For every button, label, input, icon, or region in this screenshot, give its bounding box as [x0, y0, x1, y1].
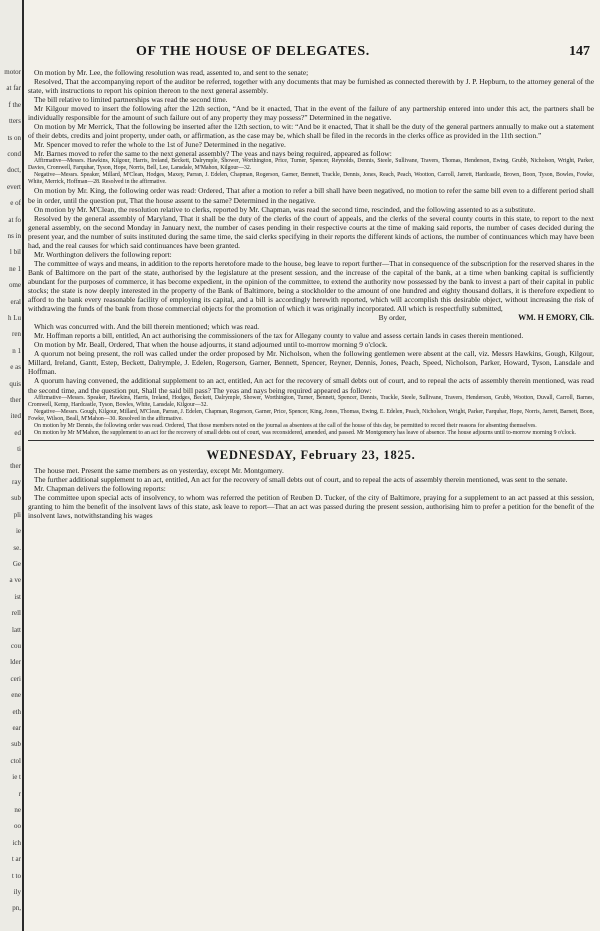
margin-fragment: doct, — [7, 166, 21, 175]
page-title: OF THE HOUSE OF DELEGATES. — [136, 44, 370, 59]
margin-fragment: pn, — [12, 904, 21, 913]
proceedings-paragraph: The bill relative to limited partnerships was read the second time. — [34, 95, 228, 105]
margin-fragment: l bil — [9, 248, 21, 257]
margin-fragment: ie t — [12, 773, 21, 782]
proceedings-paragraph: Mr. Chapman delivers the following reports: — [34, 483, 166, 493]
margin-fragment: oo — [14, 822, 21, 831]
proceedings-paragraph: Mr. Worthington delivers the following report: — [34, 249, 172, 259]
proceedings-paragraph: The further additional supplement to an act, entitled, An act for the recovery of small debts out of court, and to repeal the acts of assembly therein mentioned, was sent to the senate. — [34, 474, 568, 484]
margin-fragment: at fo — [8, 215, 21, 224]
margin-fragment: se. — [13, 543, 21, 552]
margin-fragment: pli — [13, 510, 21, 519]
page-number: 147 — [569, 44, 590, 59]
margin-fragment: eral — [10, 297, 21, 306]
margin-fragment: motor — [4, 68, 21, 76]
margin-fragment: at far — [6, 84, 21, 93]
proceedings-paragraph: On motion by Mr Merrick, That the following be inserted after the 12th section, to wit: “And be it enacted, That it shall be the duty of the general partners annually to make out a statement of their debts, credits and joint property, under oath, or affirmation, as the case may be, which shall be filed in the records in the clerks office as provided in the 11th section.” — [28, 122, 594, 141]
margin-fragment: lder — [10, 658, 21, 667]
proceedings-section-feb-23 — [28, 466, 594, 520]
proceedings-paragraph: On motion by Mr. Beall, Ordered, That when the house adjourns, it stand adjourned until to-morrow morning 9 o'clock. — [34, 340, 388, 350]
margin-fragment: ear — [12, 724, 21, 732]
margin-fragment: tters — [8, 117, 21, 126]
proceedings-paragraph: On motion by Mr. King, the following order was read: Ordered, That after a motion to refer a bill shall have been negatived, no motion to refer the same bill even to a different period shall be in order, until the question put, That the house assent to the same? Determined in the negative. — [28, 186, 594, 205]
margin-fragment: sub — [11, 740, 21, 749]
proceedings-paragraph: On motion by Mr. Lee, the following resolution was read, assented to, and sent to the senate; — [34, 68, 309, 77]
vote-record-paragraph: Affirmative—Messrs. Hawkins, Kilgour, Harris, Ireland, Beckett, Dalrymple, Shower, Worthington, Price, Turner, Spencer, Reynolds, Dennis, Steele, Sullivane, Travers, Thomas, Henderson, Ewing, Grubb, Nicholson, Wright, Parker, Davies, Cromwell, Farquhar, Tyson, Hope, Norris, Bell, Lee, Lansdale, M'Mahon, Kilgour—32. — [28, 158, 594, 172]
proceedings-paragraph: The committee of ways and means, in addition to the reports heretofore made to the house, beg leave to report further—That in consequence of the subscription for the reserved shares in the Bank of Baltimore on the part of the state, authorised by the legislature at the present session, and the increase of the capital of the bank, at a time when banking capital is sufficiently abundant for the purposes of commerce, it has become expedient, in the opinion of the committee, to extend the authority now possessed by the bank to invest a part of their capital in public stocks; the state is now deeply interested in the property of the Bank of Baltimore, being a stockholder to the amount of one hundred and eighty thousand dollars, it is therefore expedient to afford to the bank every reasonable facility of employing its capital, and a bill is accordingly herewith reported, which will accomplish this desirable object, without increasing the risk of withdrawing the funds of the bank from those commercial objects for the promotion of which it was originally incorporated. All which is respectfully submitted, — [28, 258, 594, 314]
proceedings-paragraph: The house met. Present the same members as on yesterday, except Mr. Montgomery. — [34, 465, 284, 475]
proceedings-paragraph: Which was concurred with. And the bill therein mentioned; which was read. — [34, 322, 260, 332]
margin-fragment: e of — [10, 199, 21, 208]
proceedings-paragraph: Mr. Hoffman reports a bill, entitled, An act authorising the commissioners of the tax for Allegany county to value and assess certain lands in cases therein mentioned. — [34, 331, 524, 341]
margin-fragment: ited — [10, 412, 21, 421]
margin-fragment: cond — [7, 150, 21, 158]
margin-fragment: ie — [15, 527, 21, 536]
proceedings-paragraph: Resolved, That the accompanying report of the auditor be referred, together with any documents that may be furnished as connected therewith by J. P. Hepburn, to the attorney general of the state, with instructions to report his opinion thereon to the next general assembly. — [28, 77, 594, 96]
proceedings-section-feb-22-continued — [28, 322, 594, 436]
page-header — [28, 44, 596, 64]
signature-block — [28, 313, 594, 322]
margin-fragment: evert — [7, 182, 21, 191]
margin-fragment: ily — [13, 888, 21, 896]
margin-fragment: ti — [17, 445, 21, 454]
proceedings-paragraph: Mr Kilgour moved to insert the following after the 12th section, “And be it enacted, That in the event of the failure of any partnership entered into under this act, the partners shall be individually responsible for the amount of such failure out of any property they may possess?” Determined in the negative. — [28, 104, 594, 123]
date-heading: WEDNESDAY, February 23, 1825. — [206, 447, 416, 462]
margin-fragment: quis — [9, 379, 21, 388]
margin-fragment: ene — [11, 691, 21, 700]
margin-fragment: eth — [12, 707, 21, 716]
margin-fragment: ns in — [7, 232, 21, 240]
margin-fragment: r — [18, 789, 21, 798]
margin-fragment: ich — [12, 838, 21, 847]
margin-fragment: latt — [12, 625, 21, 634]
binding-edge — [22, 0, 24, 931]
section-divider — [28, 440, 594, 441]
margin-fragment: Ge — [12, 560, 21, 568]
proceedings-section-feb-22 — [28, 68, 594, 313]
vote-record-paragraph: On motion by Mr M'Mahon, the supplement to an act for the recovery of small debts out of court, was reconsidered, amended, and passed. Mr Montgomery has leave of absence. The house adjourns until to-morrow morning 9 o'clock. — [34, 429, 576, 436]
margin-fragment: rell — [11, 609, 21, 618]
margin-fragment: ts on — [7, 133, 21, 142]
margin-fragment: e as — [10, 363, 21, 372]
margin-fragment: a ve — [9, 576, 21, 585]
margin-fragment: n 1 — [12, 346, 21, 355]
proceedings-paragraph: The committee upon special acts of insolvency, to whom was referred the petition of Reuben D. Tucker, of the city of Baltimore, praying for a supplement to an act passed at this session, granting to him the benefit of the insolvent laws of this state, ask leave to report—That an act was passed during the present session, authorising him to prefer a petition for the benefit of the insolvent laws, notwithstanding his wages — [28, 492, 594, 520]
proceedings-paragraph: A quorum having convened, the additional supplement to an act, entitled, An act for the recovery of small debts out of court, and to repeal the acts of assembly therein mentioned, was read the second time, and the question put, Shall the said bill pass? The yeas and nays being required appeared as follow: — [28, 376, 594, 395]
clerk-signature: WM. H EMORY, Clk. — [518, 313, 594, 323]
margin-fragment: ther — [10, 461, 21, 470]
vote-record-paragraph: Negative—Messrs. Gough, Kilgour, Millard, M'Clean, Parran, J. Edelen, Chapman, Rogerson, Garner, Price, Spencer, King, Jones, Thomas, Ewing, E. Edelen, Peach, Nicholson, Wright, Parker, Farquhar, Hope, Norris, Jarrett, Barnett, Boon, Fowke, Wilson, Beall, M'Mahon—30. Resolved in the affirmative. — [28, 408, 594, 422]
margin-fragment: cou — [10, 642, 21, 650]
proceedings-paragraph: Resolved by the general assembly of Maryland, That it shall be the duty of the clerks of the court of appeals, and the clerks of the several county courts in this state, to report to the next general assembly, on the second Monday in January next, the number of cases pending in their respective courts at the time of making said reports, the number of cases decided during the present year, and the number of suits instituted during the same time, the said clerks specifying in their reports the different kinds of actions, the number of continuances which may have been had, and the real causes for which said continuances have been granted. — [28, 213, 594, 250]
margin-fragment: ed — [14, 428, 21, 437]
margin-fragment: ctol — [10, 756, 21, 765]
proceedings-paragraph: A quorum not being present, the roll was called under the order proposed by Mr. Nicholson, when the following gentlemen were absent at the call, viz. Messrs Hawkins, Gough, Kilgour, Millard, Ireland, Gantt, Estep, Beckett, Dalrymple, J. Edelen, Rogerson, Garner, Bennett, Spencer, Reyner, Dennis, Jones, Peach, Speed, Nicholson, Parker, Howard, Tyson, Lansdale and Hoffman. — [28, 349, 594, 377]
vote-record-paragraph: On motion by Mr Dennis, the following order was read. Ordered, That those members noted on the journal as absentees at the call of the house of this day, be permitted to record their reasons for absenting themselves. — [34, 422, 537, 429]
margin-fragment: ther — [10, 396, 21, 404]
margin-fragment: sub — [11, 494, 21, 503]
vote-record-paragraph: Affirmative—Messrs. Speaker, Hawkins, Harris, Ireland, Hodges, Beckett, Dalrymple, Shower, Worthington, Turner, Bennett, Spencer, Dennis, Trackle, Steele, Sullivane, Travers, Henderson, Grubb, Wootton, Duvall, Carroll, Barnes, Cromwell, Kemp, Hardcastle, Tyson, Bowles, White, Lansdale, Kilgour—32. — [28, 394, 594, 408]
margin-fragment: ray — [12, 478, 21, 486]
vote-record-paragraph: Negative—Messrs. Speaker, Millard, M'Clean, Hodges, Maxey, Parran, J. Edelen, Chapman, Rogerson, Garner, Bennett, Trackle, Dennis, Jones, Reach, Peach, Wootton, Carroll, Jarrett, Hardcastle, Brown, Boon, Tyson, Bowles, Fowke, White, Merrick, Hoffman—28. Resolved in the affirmative. — [28, 172, 594, 186]
margin-fragment: ren — [12, 330, 21, 339]
document-body — [28, 68, 594, 520]
left-margin-gutter — [0, 0, 24, 931]
margin-fragment: f the — [8, 100, 21, 109]
margin-fragment: h Lu — [7, 314, 21, 322]
proceedings-paragraph: Mr. Spencer moved to refer the whole to the 1st of June? Determined in the negative. — [34, 140, 286, 150]
margin-fragment: ome — [8, 281, 21, 290]
proceedings-paragraph: Mr. Barnes moved to refer the same to the next general assembly? The yeas and nays being required, appeared as follow: — [34, 149, 392, 159]
margin-fragment: ne — [14, 806, 21, 814]
margin-fragment: ceri — [10, 674, 21, 683]
margin-fragment: ne 1 — [9, 264, 21, 273]
margin-fragment: ist — [14, 592, 21, 601]
proceedings-paragraph: On motion by Mr. M'Clean, the resolution relative to clerks, reported by Mr. Chapman, was read the second time, rescinded, and the following assented to as a substitute. — [34, 204, 536, 214]
by-order-label: By order, — [378, 313, 407, 323]
margin-fragment: t ar — [11, 855, 21, 864]
margin-fragment: t to — [11, 871, 21, 880]
